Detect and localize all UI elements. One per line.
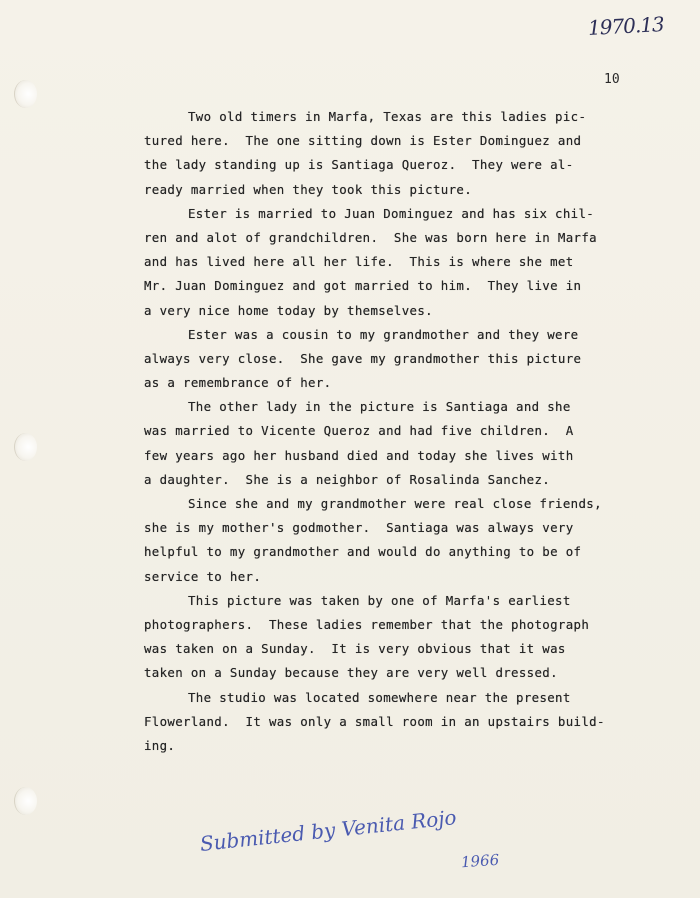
page-number: 10 <box>604 72 620 87</box>
text-line: Two old timers in Marfa, Texas are this ladies pic- <box>188 109 587 124</box>
punch-hole <box>14 433 37 461</box>
text-line: a very nice home today by themselves. <box>144 302 433 318</box>
text-line: ren and alot of grandchildren. She was born here in Marfa <box>144 229 597 245</box>
text-line: Flowerland. It was only a small room in an upstairs build- <box>144 713 605 729</box>
text-line: tured here. The one sitting down is Ester Dominguez and <box>144 133 582 149</box>
text-line: the lady standing up is Santiaga Queroz. They were al- <box>144 157 574 173</box>
handwritten-year: 1966 <box>460 850 500 872</box>
text-line: taken on a Sunday because they are very well dressed. <box>144 665 558 681</box>
text-line: a daughter. She is a neighbor of Rosalinda Sanchez. <box>144 471 551 487</box>
text-line: Ester is married to Juan Dominguez and has six chil- <box>188 205 595 221</box>
text-line: helpful to my grandmother and would do anything to be of <box>144 544 582 560</box>
text-line: Since she and my grandmother were real close friends, <box>188 496 602 511</box>
text-line: service to her. <box>144 568 262 584</box>
text-line: and has lived here all her life. This is where she met <box>144 254 574 270</box>
text-line: This picture was taken by one of Marfa's earliest <box>188 592 571 608</box>
handwritten-accession-number: 1970.13 <box>587 12 665 40</box>
text-line: The studio was located somewhere near the present <box>188 689 571 705</box>
punch-hole <box>14 80 37 108</box>
text-line: Mr. Juan Dominguez and got married to him. They live in <box>144 278 582 294</box>
text-line: always very close. She gave my grandmother this picture <box>144 350 582 366</box>
text-line: ready married when they took this picture. <box>144 181 473 197</box>
text-line: Ester was a cousin to my grandmother and they were <box>188 326 579 342</box>
punch-hole <box>14 787 37 815</box>
handwritten-signature: Submitted by Venita Rojo <box>198 805 458 856</box>
text-line: as a remembrance of her. <box>144 375 332 391</box>
text-line: was married to Vicente Queroz and had five children. A <box>144 423 574 439</box>
text-line: The other lady in the picture is Santiaga and she <box>188 399 571 415</box>
text-line: she is my mother's godmother. Santiaga was always very <box>144 520 574 536</box>
text-line: was taken on a Sunday. It is very obvious that it was <box>144 641 566 657</box>
text-line: ing. <box>144 737 176 753</box>
text-line: few years ago her husband died and today she lives with <box>144 447 574 463</box>
text-line: photographers. These ladies remember that the photograph <box>144 616 590 632</box>
body-text <box>144 105 624 758</box>
